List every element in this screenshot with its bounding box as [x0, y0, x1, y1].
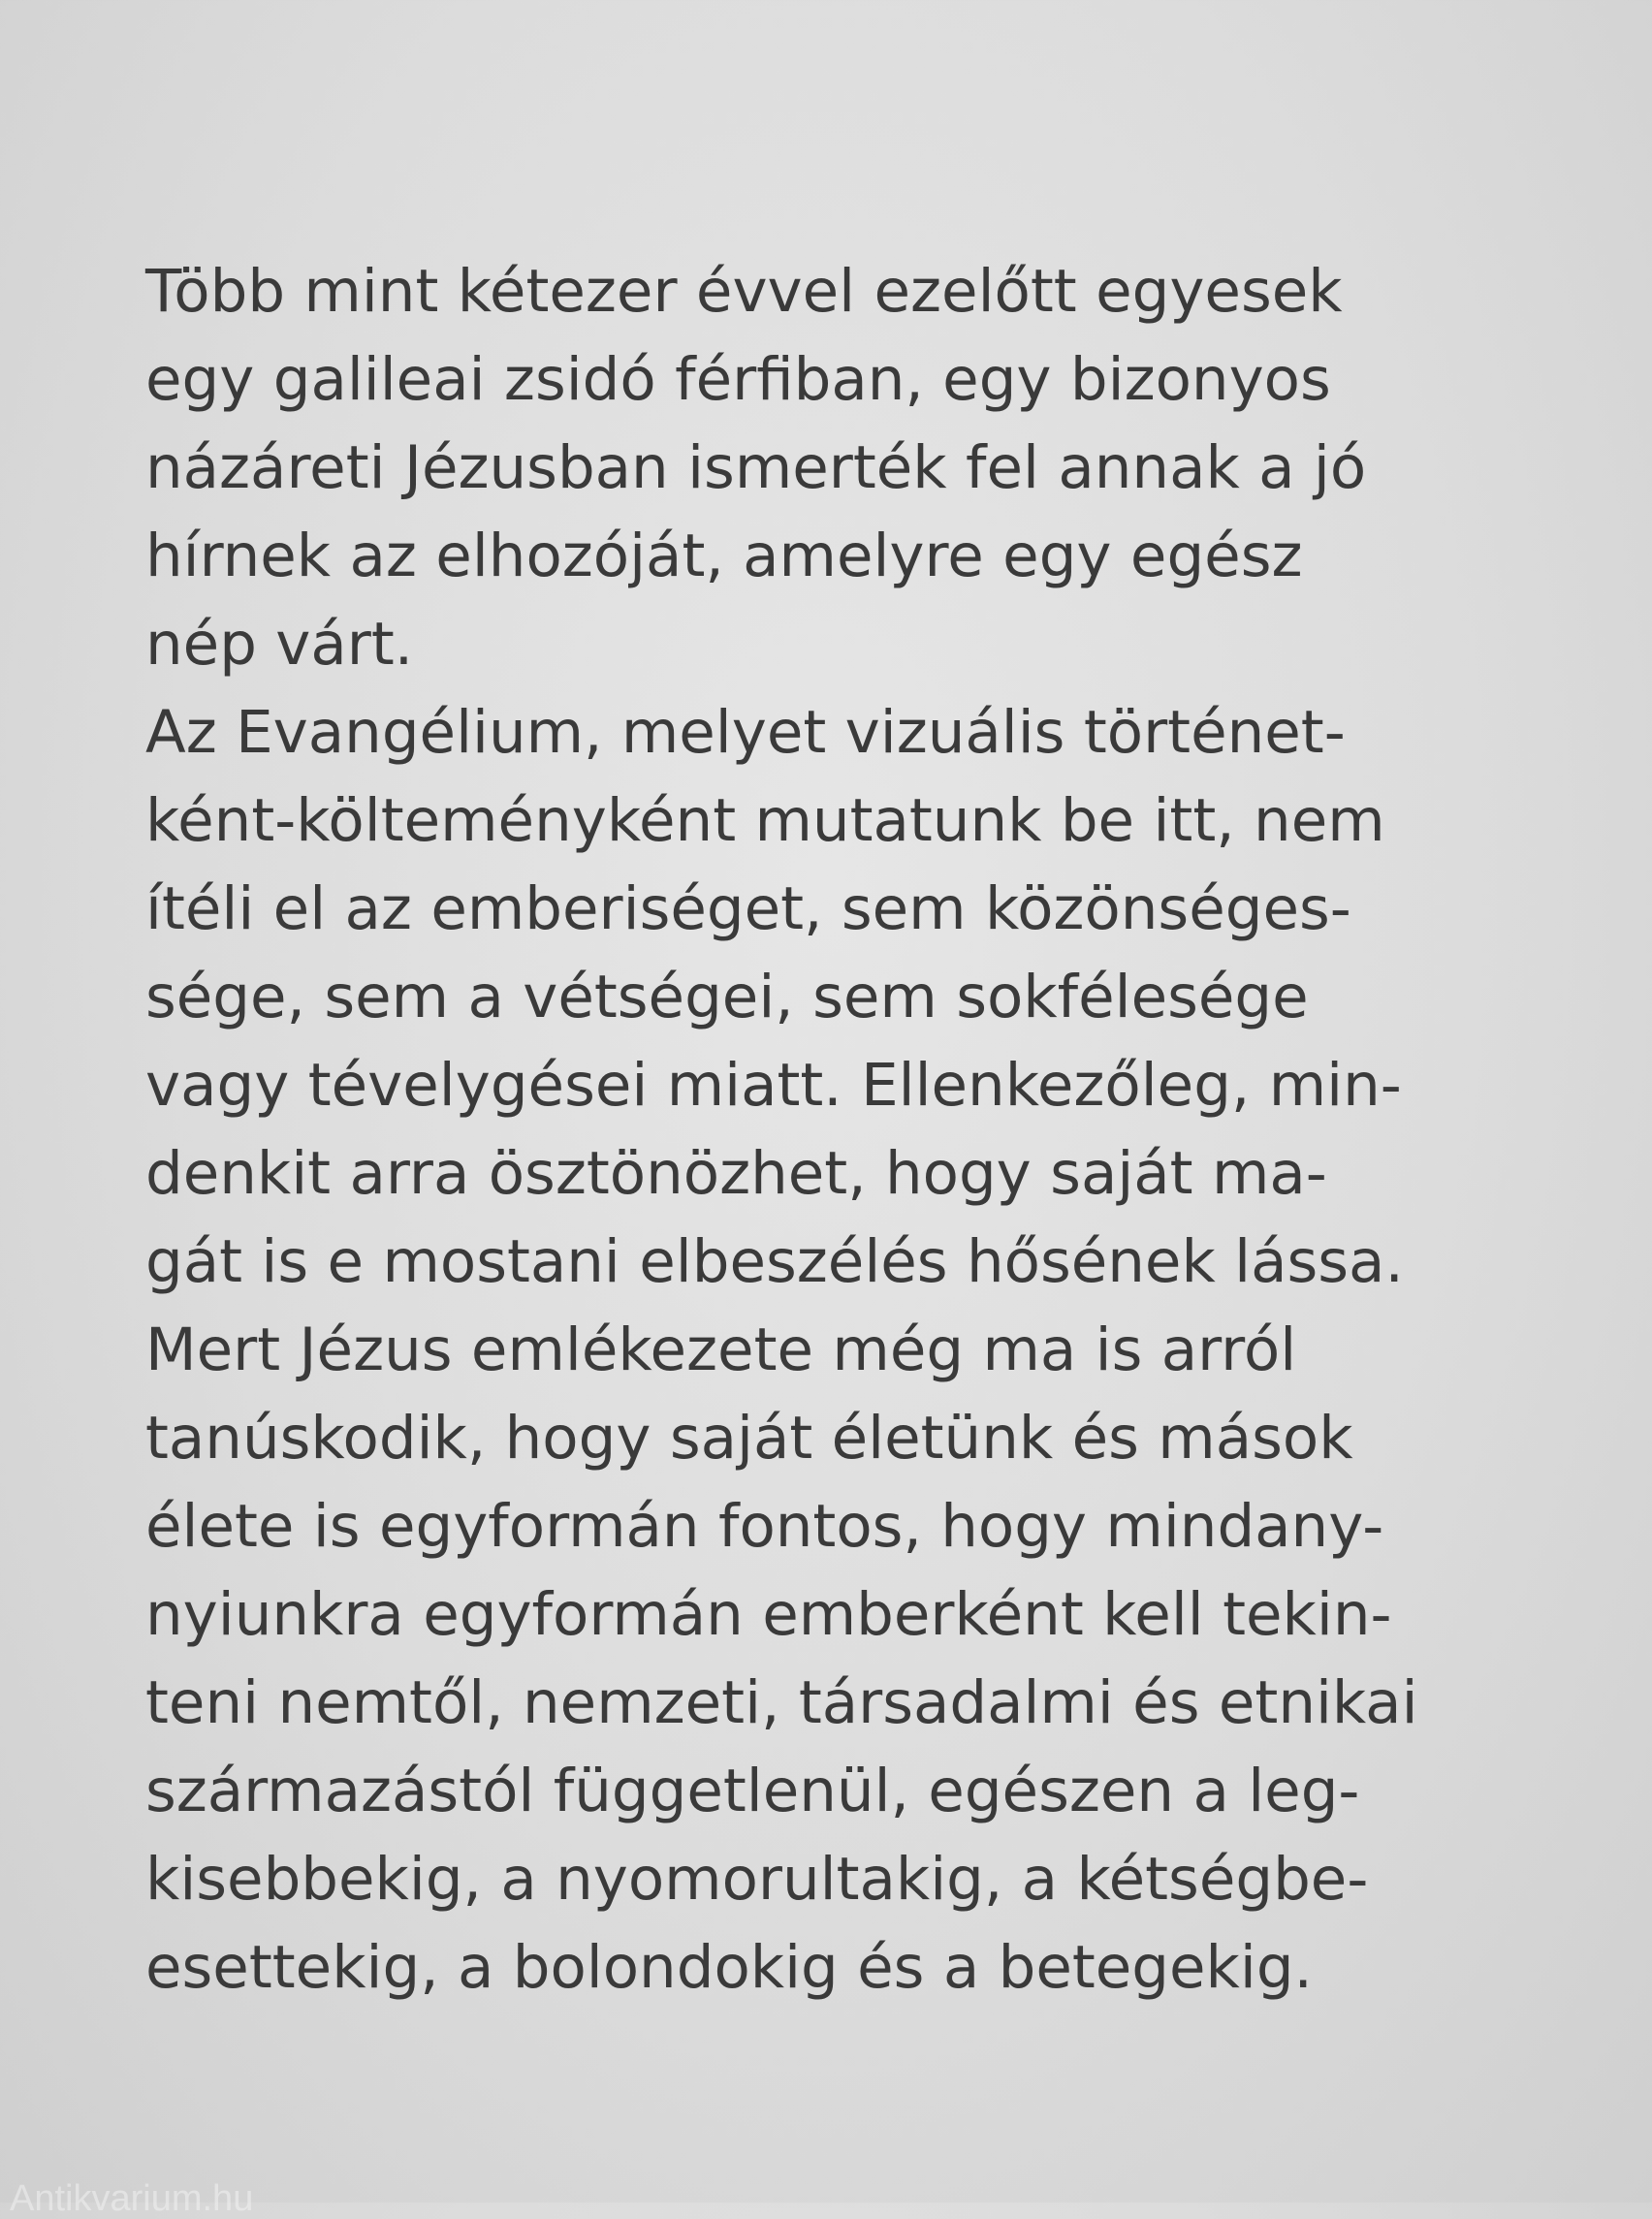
text-line: názáreti Jézusban ismerték fel annak a jó [145, 433, 1367, 502]
text-line: nyiunkra egyformán emberként kell tekin- [145, 1580, 1392, 1649]
text-line: teni nemtől, nemzeti, társadalmi és etnikai [145, 1668, 1418, 1737]
text-line: ként-költeményként mutatunk be itt, nem [145, 786, 1385, 855]
text-line: egy galileai zsidó férfiban, egy bizonyos [145, 345, 1331, 414]
text-line: gát is e mostani elbeszélés hősének lássa. [145, 1227, 1404, 1296]
text-line: tanúskodik, hogy saját életünk és mások [145, 1404, 1353, 1473]
text-line: ítéli el az emberiséget, sem közönséges- [145, 874, 1351, 943]
text-line: Az Evangélium, melyet vizuális történet- [145, 698, 1346, 767]
text-line: hírnek az elhozóját, amelyre egy egész [145, 522, 1303, 590]
text-line: nép várt. [145, 610, 414, 679]
body-text [145, 247, 1435, 2012]
text-line: denkit arra ösztönözhet, hogy saját ma- [145, 1139, 1327, 1208]
text-line: Mert Jézus emlékezete még ma is arról [145, 1316, 1297, 1384]
text-line: esettekig, a bolondokig és a betegekig. [145, 1933, 1313, 2002]
text-line: kisebbekig, a nyomorultakig, a kétségbe- [145, 1845, 1369, 1914]
text-line: élete is egyformán fontos, hogy mindany- [145, 1492, 1384, 1561]
text-line: vagy tévelygései miatt. Ellenkezőleg, min- [145, 1051, 1402, 1120]
text-line: sége, sem a vétségei, sem sokfélesége [145, 963, 1309, 1031]
text-line: származástól függetlenül, egészen a leg- [145, 1757, 1360, 1825]
watermark: Antikvarium.hu [10, 2178, 254, 2219]
text-line: Több mint kétezer évvel ezelőtt egyesek [145, 257, 1343, 326]
